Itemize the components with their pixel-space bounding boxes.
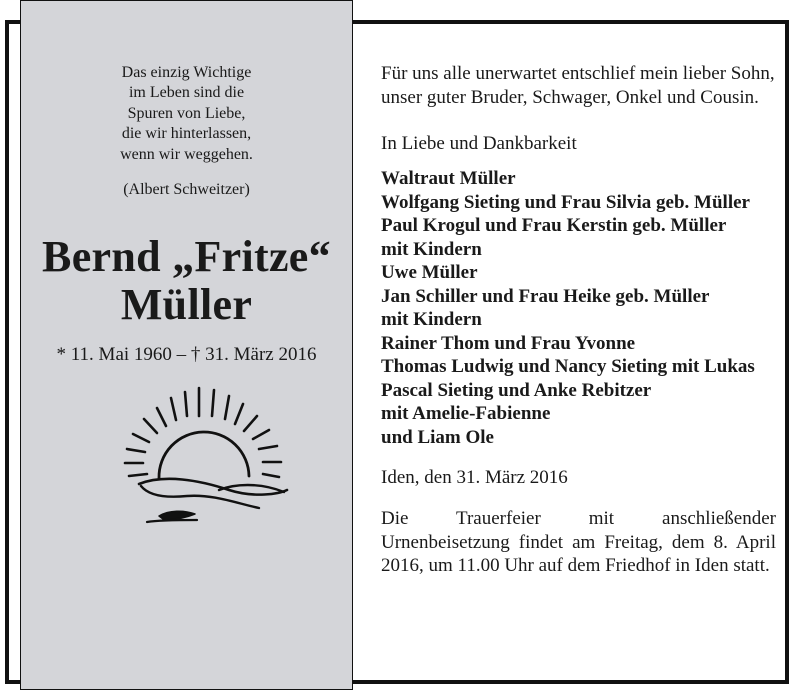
sun-arc	[159, 432, 249, 478]
sun-ray	[171, 398, 176, 420]
family-member: Waltraut Müller	[381, 168, 516, 189]
place-date: Iden, den 31. März 2016	[381, 467, 568, 488]
funeral-info: Die Trauerfeier mit anschließender Urnenbeisetzung findet am Freitag, dem 8. April 2016, um 11.00 Uhr auf dem Friedhof in Iden statt.	[381, 508, 776, 576]
family-member: Uwe Müller	[381, 262, 478, 283]
sun-ray	[157, 408, 166, 426]
left-panel	[20, 0, 353, 690]
poem-line: im Leben sind die	[128, 84, 245, 102]
sun-ray	[235, 404, 243, 424]
family-member: und Liam Ole	[381, 426, 494, 448]
hill-line	[141, 486, 259, 508]
hill-shadow	[159, 511, 195, 519]
sun-ray	[212, 390, 214, 416]
poem-line: wenn wir weggehen.	[120, 145, 253, 163]
deceased-name	[21, 233, 352, 329]
family-member: mit Amelie-Fabienne	[381, 403, 551, 424]
family-list	[381, 167, 776, 449]
sun-ray	[263, 474, 279, 477]
poem-line: die wir hinterlassen,	[121, 125, 252, 143]
deceased-name-line2: Müller	[120, 280, 253, 329]
family-member: Paul Krogul und Frau Kerstin geb. Müller	[381, 215, 727, 236]
deceased-name-line1: Bernd „Fritze“	[42, 232, 331, 281]
family-member: Jan Schiller und Frau Heike geb. Müller	[381, 285, 710, 307]
family-member: Pascal Sieting und Anke Rebitzer	[381, 379, 652, 401]
sun-ray	[129, 474, 147, 476]
closing-text: In Liebe und Dankbarkeit	[381, 133, 577, 154]
family-member: mit Kindern	[381, 238, 482, 260]
poem-line: Spuren von Liebe,	[127, 104, 246, 122]
sun-ray	[244, 416, 257, 431]
family-member: mit Kindern	[381, 309, 482, 330]
sun-ray	[133, 434, 149, 442]
family-member: Thomas Ludwig und Nancy Sieting mit Lukas	[381, 356, 755, 377]
poem-author: (Albert Schweitzer)	[123, 181, 250, 198]
family-member: Rainer Thom und Frau Yvonne	[381, 332, 636, 354]
family-member: Wolfgang Sieting und Frau Silvia geb. Müller	[381, 191, 750, 213]
sun-ray	[185, 392, 187, 416]
poem-line: Das einzig Wichtige	[121, 64, 252, 81]
sun-ray	[127, 449, 145, 452]
sun-ray	[144, 419, 157, 433]
hill-line	[147, 520, 197, 522]
sunset-illustration	[119, 386, 294, 531]
intro-text: Für uns alle unerwartet entschlief mein lieber Sohn, unser guter Bruder, Schwager, Onkel und Cousin.	[381, 63, 775, 108]
sun-ray	[259, 446, 277, 449]
life-dates: * 11. Mai 1960 – † 31. März 2016	[56, 344, 317, 365]
sun-ray	[253, 430, 269, 439]
poem	[21, 63, 352, 165]
announcement-text	[381, 62, 776, 578]
sun-ray	[225, 396, 229, 419]
